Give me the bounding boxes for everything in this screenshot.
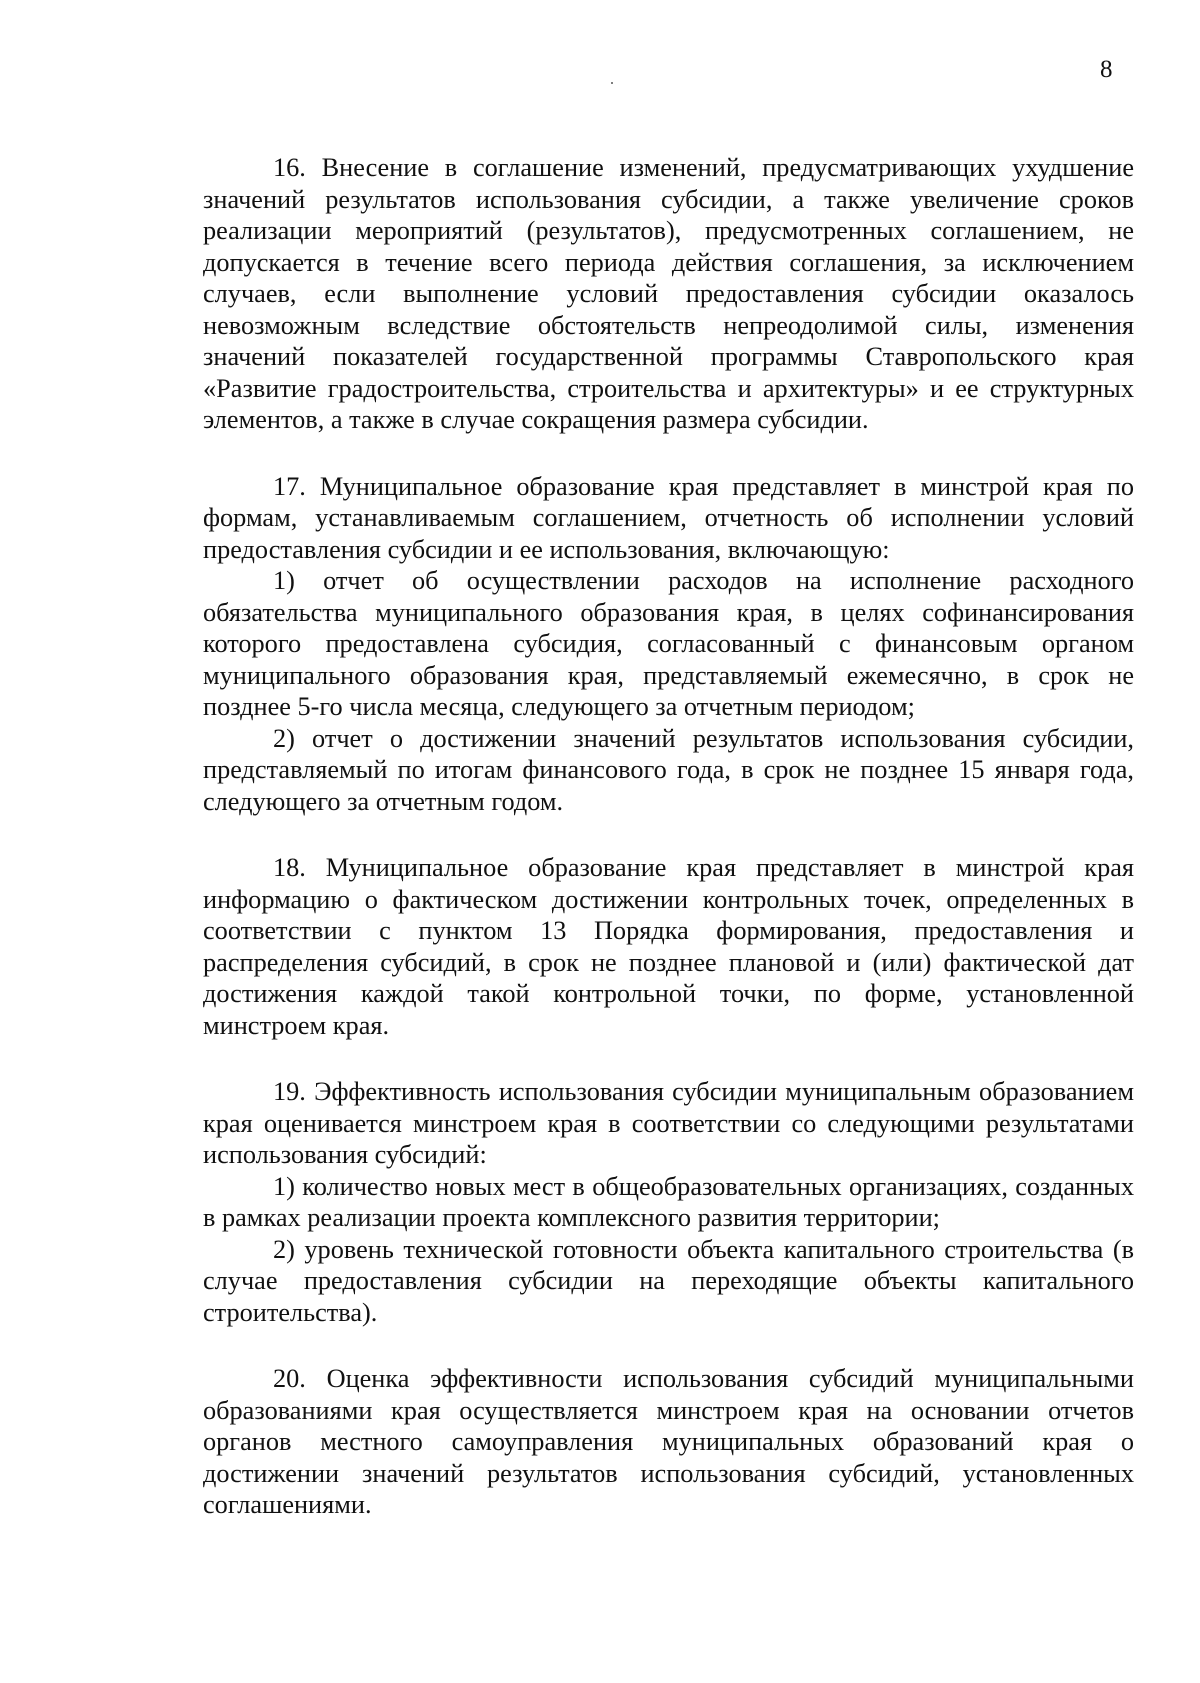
clause-20 <box>203 1363 1134 1521</box>
paragraph: 17. Муниципальное образование края представляет в минстрой края по формам, устанавливаемым соглашением, отчетность об исполнении условий предоставления субсидии и ее использования, включающую: <box>203 471 1134 564</box>
clause-16 <box>203 152 1134 436</box>
paragraph: 19. Эффективность использования субсидии муниципальным образованием края оценивается минстроем края в соответствии со следующими результатами использования субсидий: <box>203 1077 1134 1169</box>
paragraph: 16. Внесение в соглашение изменений, предусматривающих ухудшение значений результатов использования субсидии, а также увеличение сроков реализации мероприятий (результатов), предусмотренных соглашением, не допускается в течение всего периода действия соглашения, за исключением случаев, если выполнение условий предоставления субсидии оказалось невозможным вследствие обстоятельств непреодолимой силы, изменения значений показателей государственной программы Ставропольского края «Развитие градостроительства, строительства и архитектуры» и ее структурных элементов, а также в случае сокращения размера субсидии. <box>203 153 1134 434</box>
paragraph: 20. Оценка эффективности использования субсидий муниципальными образованиями края осуществляется минстроем края на основании отчетов органов местного самоуправления муниципальных образований края о достижении значений результатов использования субсидий, установленных соглашениями. <box>203 1364 1134 1519</box>
document-body <box>203 152 1134 1521</box>
list-item: 2) отчет о достижении значений результатов использования субсидии, представляемый по итогам финансового года, в срок не позднее 15 января года, следующего за отчетным годом. <box>203 723 1134 816</box>
clause-17 <box>203 471 1134 818</box>
list-item: 2) уровень технической готовности объекта капитального строительства (в случае предоставления субсидии на переходящие объекты капитального строительства). <box>203 1234 1134 1327</box>
clause-18 <box>203 852 1134 1041</box>
paragraph: 18. Муниципальное образование края представляет в минстрой края информацию о фактическом достижении контрольных точек, определенных в соответствии с пунктом 13 Порядка формирования, предоставления и распределения субсидий, в срок не позднее плановой и (или) фактической дат достижения каждой такой контрольной точки, по форме, установленной минстроем края. <box>203 853 1134 1040</box>
scan-speck <box>611 82 613 84</box>
clause-19 <box>203 1076 1134 1328</box>
list-item: 1) отчет об осуществлении расходов на исполнение расходного обязательства муниципального образования края, в целях софинансирования которого предоставлена субсидия, согласованный с финансовым органом муниципального образования края, представляемый ежемесячно, в срок не позднее 5-го числа месяца, следующего за отчетным периодом; <box>203 566 1134 721</box>
list-item: 1) количество новых мест в общеобразовательных организациях, созданных в рамках реализации проекта комплексного развития территории; <box>203 1171 1134 1232</box>
page-number: 8 <box>1100 56 1113 83</box>
